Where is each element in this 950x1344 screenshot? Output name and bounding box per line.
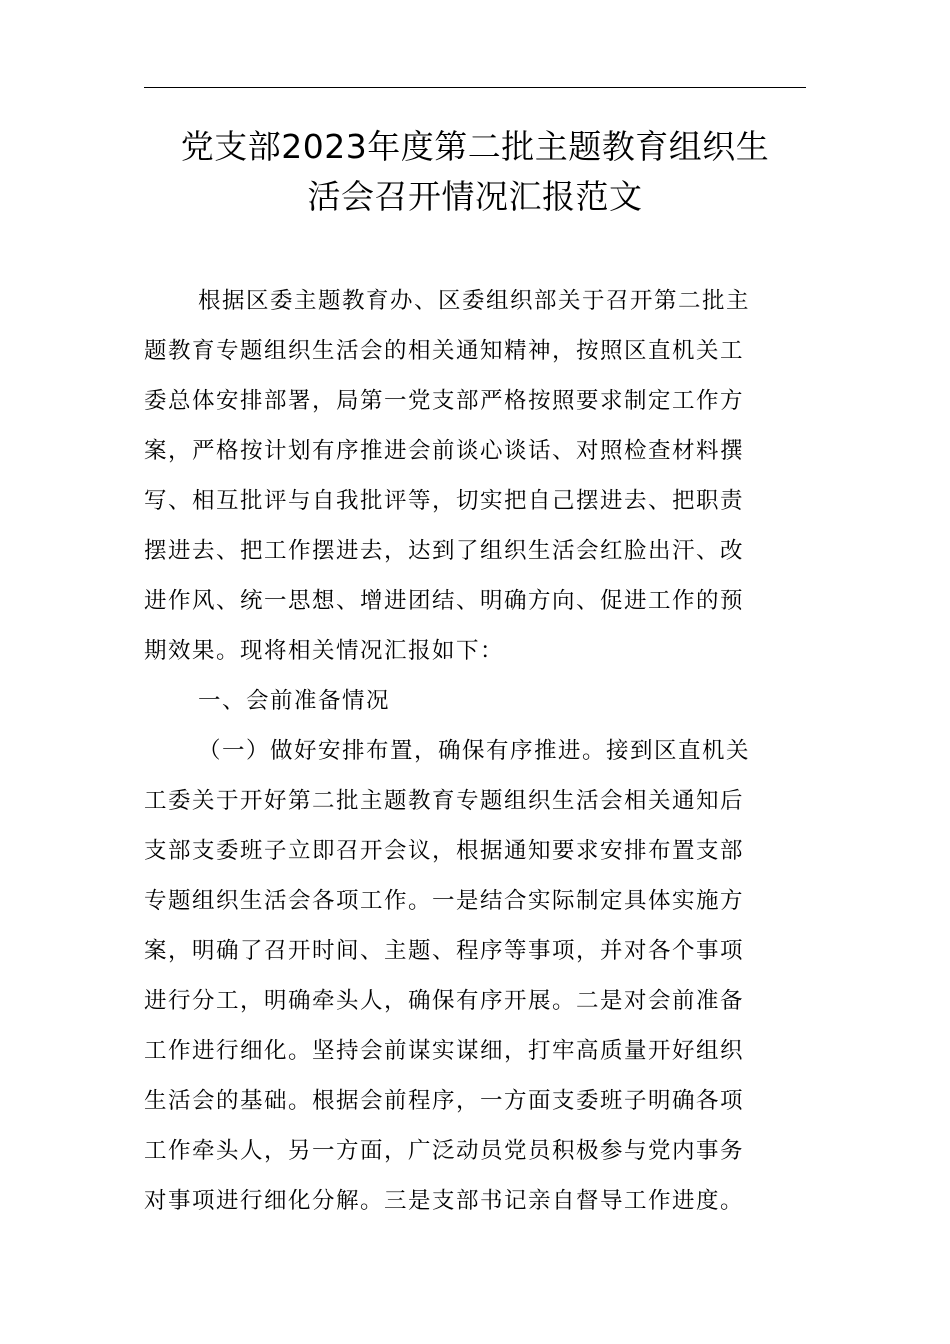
paragraph-line: 生活会的基础。根据会前程序，一方面支委班子明确各项 — [144, 1088, 745, 1114]
paragraph-line: 进行分工，明确牵头人，确保有序开展。二是对会前准备 — [144, 988, 745, 1014]
title-line-1: 党支部2023年度第二批主题教育组织生 — [180, 127, 770, 166]
paragraph-line: 对事项进行细化分解。三是支部书记亲自督导工作进度。 — [144, 1188, 745, 1214]
paragraph-line: 摆进去、把工作摆进去，达到了组织生活会红脸出汗、改 — [144, 538, 745, 564]
paragraph-line: 案，明确了召开时间、主题、程序等事项，并对各个事项 — [144, 938, 745, 964]
paragraph-line: 专题组织生活会各项工作。一是结合实际制定具体实施方 — [144, 888, 745, 914]
paragraph-line: （一）做好安排布置，确保有序推进。接到区直机关 — [198, 738, 751, 764]
section-heading — [144, 676, 806, 726]
paragraph-line: 支部支委班子立即召开会议，根据通知要求安排布置支部 — [144, 838, 745, 864]
paragraph-line: 进作风、统一思想、增进团结、明确方向、促进工作的预 — [144, 588, 745, 614]
paragraph-preparation — [144, 726, 806, 1226]
paragraph-intro — [144, 276, 806, 676]
paragraph-line: 题教育专题组织生活会的相关通知精神，按照区直机关工 — [144, 338, 745, 364]
document-title — [144, 122, 806, 222]
paragraph-line: 工作牵头人，另一方面，广泛动员党员积极参与党内事务 — [144, 1138, 745, 1164]
paragraph-line: 案，严格按计划有序推进会前谈心谈话、对照检查材料撰 — [144, 438, 745, 464]
paragraph-line: 写、相互批评与自我批评等，切实把自己摆进去、把职责 — [144, 488, 745, 514]
title-line-2: 活会召开情况汇报范文 — [307, 177, 643, 216]
paragraph-line: 工作进行细化。坚持会前谋实谋细，打牢高质量开好组织 — [144, 1038, 745, 1064]
paragraph-line: 委总体安排部署，局第一党支部严格按照要求制定工作方 — [144, 388, 745, 414]
paragraph-line: 工委关于开好第二批主题教育专题组织生活会相关通知后 — [144, 788, 745, 814]
document-body — [144, 276, 806, 1226]
heading-text: 一、会前准备情况 — [198, 688, 391, 714]
paragraph-line: 期效果。现将相关情况汇报如下： — [144, 638, 505, 664]
paragraph-line: 根据区委主题教育办、区委组织部关于召开第二批主 — [198, 288, 751, 314]
header-rule — [144, 87, 806, 88]
